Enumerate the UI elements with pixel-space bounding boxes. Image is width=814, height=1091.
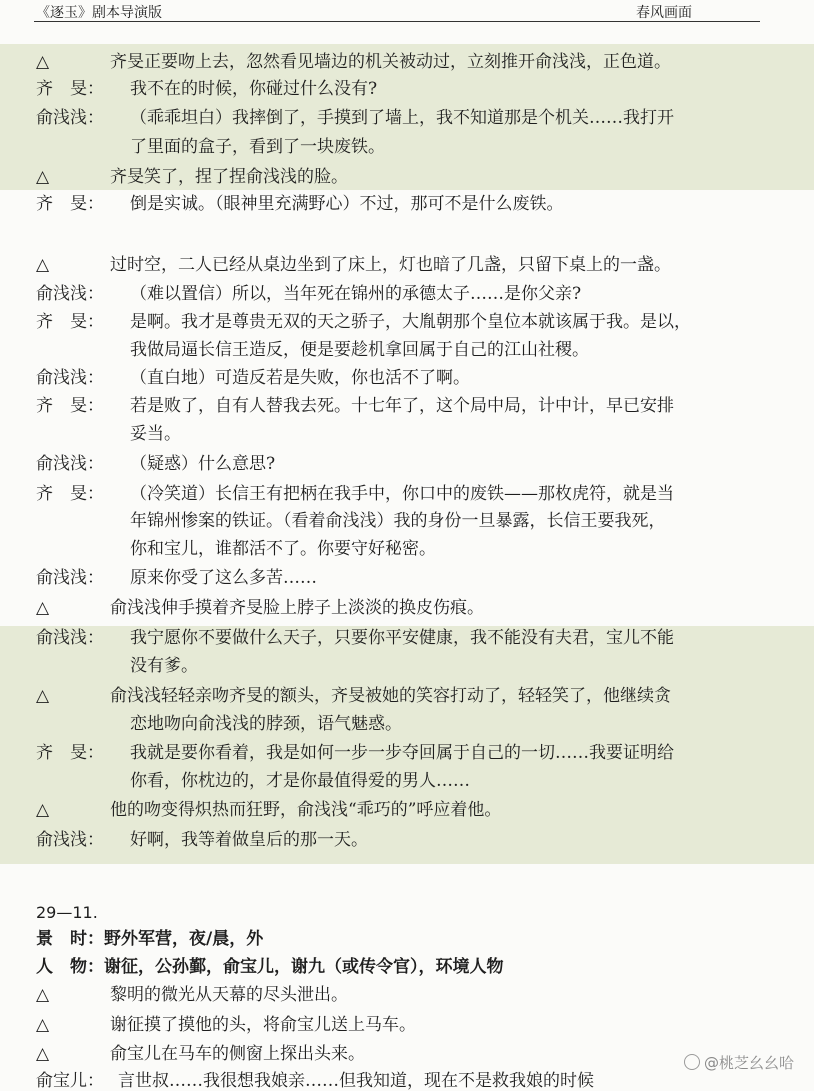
scene-time-value: 野外军营，夜/晨，外 — [104, 929, 264, 949]
action-marker: △ — [36, 985, 50, 1005]
speaker-label: 俞浅浅： — [36, 454, 104, 474]
weibo-icon — [684, 1054, 700, 1070]
dialog-text: 若是败了，自有人替我去死。十七年了，这个局中局，计中计，早已安排 — [130, 396, 674, 416]
continuation-text: 你和宝儿，谁都活不了。你要守好秘密。 — [130, 539, 436, 559]
action-marker: △ — [36, 167, 50, 187]
dialog-text: 是啊。我才是尊贵无双的天之骄子，大胤朝那个皇位本就该属于我。是以， — [130, 312, 691, 332]
speaker-label: 俞浅浅： — [36, 628, 104, 648]
action-marker: △ — [36, 800, 50, 820]
dialog-text: 我宁愿你不要做什么天子，只要你平安健康，我不能没有夫君，宝儿不能 — [130, 628, 674, 648]
continuation-text: 我做局逼长信王造反，便是要趁机拿回属于自己的江山社稷。 — [130, 340, 589, 360]
action-text: 他的吻变得炽热而狂野，俞浅浅“乖巧的”呼应着他。 — [110, 800, 502, 820]
dialog-text: 我不在的时候，你碰过什么没有? — [130, 79, 378, 99]
speaker-label: 俞宝儿： — [36, 1071, 104, 1091]
action-marker: △ — [36, 1015, 50, 1035]
action-text: 过时空，二人已经从桌边坐到了床上，灯也暗了几盏，只留下桌上的一盏。 — [110, 255, 671, 275]
action-text: 俞浅浅伸手摸着齐旻脸上脖子上淡淡的换皮伤痕。 — [110, 598, 484, 618]
scene-people-label: 人 物： — [36, 957, 104, 977]
dialog-text: 倒是实诚。（眼神里充满野心）不过，那可不是什么废铁。 — [130, 194, 564, 214]
scene-action-line: 谢征摸了摸他的头，将俞宝儿送上马车。 — [110, 1015, 416, 1035]
continuation-text: 恋地吻向俞浅浅的脖颈，语气魅惑。 — [130, 714, 402, 734]
continuation-text: 你看，你枕边的，才是你最值得爱的男人…… — [130, 771, 470, 791]
publisher-name: 春风画面 — [636, 5, 692, 21]
speaker-label: 齐 旻： — [36, 743, 104, 763]
speaker-label: 齐 旻： — [36, 79, 104, 99]
speaker-label: 俞浅浅： — [36, 830, 104, 850]
cut-dialog-line — [36, 1071, 594, 1091]
action-marker: △ — [36, 52, 50, 72]
action-text: 俞浅浅轻轻亲吻齐旻的额头，齐旻被她的笑容打动了，轻轻笑了，他继续贪 — [110, 686, 671, 706]
scene-people-row — [36, 957, 504, 977]
continuation-text: 没有爹。 — [130, 656, 198, 676]
dialog-text: 原来你受了这么多苦…… — [130, 568, 317, 588]
header-divider — [34, 21, 760, 22]
speaker-label: 齐 旻： — [36, 194, 104, 214]
dialog-text: 我就是要你看着，我是如何一步一步夺回属于自己的一切……我要证明给 — [130, 743, 674, 763]
action-marker: △ — [36, 255, 50, 275]
scene-action-line: 黎明的微光从天幕的尽头泄出。 — [110, 985, 348, 1005]
action-marker: △ — [36, 1044, 50, 1064]
action-text: 齐旻正要吻上去，忽然看见墙边的机关被动过，立刻推开俞浅浅，正色道。 — [110, 52, 671, 72]
continuation-text: 妥当。 — [130, 424, 181, 444]
dialog-text: （冷笑道）长信王有把柄在我手中，你口中的废铁——那枚虎符，就是当 — [130, 484, 674, 504]
script-title: 《逐玉》剧本导演版 — [36, 5, 162, 21]
dialog-text: （疑惑）什么意思? — [130, 454, 276, 474]
dialog-text: （难以置信）所以，当年死在锦州的承德太子……是你父亲? — [130, 284, 582, 304]
speaker-label: 齐 旻： — [36, 396, 104, 416]
scene-time-row — [36, 929, 263, 949]
scene-action-line: 俞宝儿在马车的侧窗上探出头来。 — [110, 1044, 365, 1064]
speaker-label: 齐 旻： — [36, 312, 104, 332]
dialog-text: （乖乖坦白）我摔倒了，手摸到了墙上，我不知道那是个机关……我打开 — [130, 108, 674, 128]
action-marker: △ — [36, 686, 50, 706]
scene-number: 29—11. — [36, 903, 98, 922]
speaker-label: 俞浅浅： — [36, 368, 104, 388]
page-header — [0, 0, 814, 24]
dialog-text: 好啊，我等着做皇后的那一天。 — [130, 830, 368, 850]
speaker-label: 俞浅浅： — [36, 284, 104, 304]
dialog-text: 言世叔……我很想我娘亲……但我知道，现在不是救我娘的时候 — [118, 1071, 594, 1091]
scene-time-label: 景 时： — [36, 929, 104, 949]
speaker-label: 齐 旻： — [36, 484, 104, 504]
watermark-text: @桃芝幺幺哈 — [704, 1054, 795, 1072]
action-marker: △ — [36, 598, 50, 618]
speaker-label: 俞浅浅： — [36, 108, 104, 128]
watermark — [684, 1052, 794, 1073]
speaker-label: 俞浅浅： — [36, 568, 104, 588]
continuation-text: 了里面的盒子，看到了一块废铁。 — [130, 137, 385, 157]
scene-people-value: 谢征，公孙鄞，俞宝儿，谢九（或传令官），环境人物 — [104, 957, 504, 977]
action-text: 齐旻笑了，捏了捏俞浅浅的脸。 — [110, 167, 348, 187]
continuation-text: 年锦州惨案的铁证。（看着俞浅浅）我的身份一旦暴露，长信王要我死， — [130, 511, 666, 531]
dialog-text: （直白地）可造反若是失败，你也活不了啊。 — [130, 368, 470, 388]
